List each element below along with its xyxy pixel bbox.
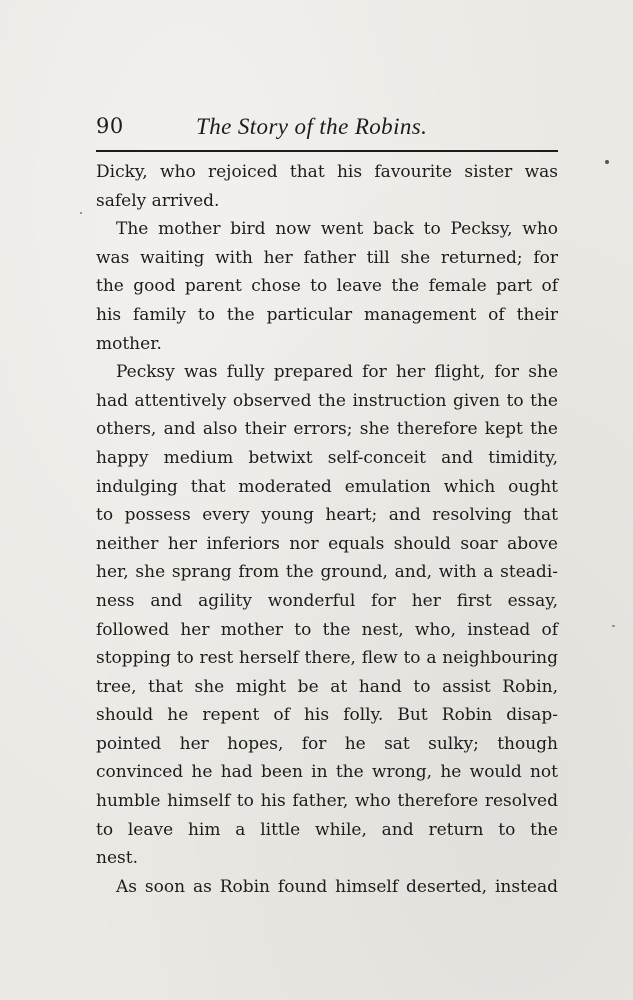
text-line: Dicky, who rejoiced that his favourite sister was — [96, 162, 558, 182]
text-line: followed her mother to the nest, who, instead of — [96, 619, 558, 640]
text-line: indulging that moderated emulation which ought — [96, 476, 558, 497]
text-line: was waiting with her father till she returned; for — [96, 247, 558, 268]
text-line: stopping to rest herself there, flew to a neighbouring — [96, 648, 558, 669]
paper-speck — [80, 212, 82, 214]
text-line: should he repent of his folly. But Robin disap- — [96, 705, 558, 726]
text-line: had attentively observed the instruction given to the — [96, 390, 558, 411]
text-line: his family to the particular management of their — [96, 304, 558, 325]
text-line: the good parent chose to leave the female part of — [96, 276, 558, 297]
text-line: As soon as Robin found himself deserted, instead — [116, 876, 558, 897]
page-number: 90 — [96, 114, 124, 138]
header-rule — [96, 150, 558, 152]
text-line: pointed her hopes, for he sat sulky; though — [96, 733, 558, 754]
text-line: convinced he had been in the wrong, he would not — [96, 762, 558, 783]
paper-speck — [605, 160, 609, 164]
text-line: nest. — [96, 848, 138, 869]
text-line: neither her inferiors nor equals should soar above — [96, 533, 558, 554]
text-line: The mother bird now went back to Pecksy, who — [116, 219, 558, 240]
text-line: safely arrived. — [96, 190, 220, 211]
text-line: others, and also their errors; she therefore kept the — [96, 419, 558, 440]
text-line: happy medium betwixt self-conceit and timidity, — [96, 447, 558, 468]
text-line: her, she sprang from the ground, and, with a steadi- — [96, 562, 558, 583]
text-line: tree, that she might be at hand to assist Robin, — [96, 676, 558, 697]
body-text — [96, 158, 558, 901]
paper-speck — [612, 625, 615, 627]
text-line: to leave him a little while, and return to the — [96, 819, 558, 840]
running-title: The Story of the Robins. — [196, 114, 428, 139]
text-line: to possess every young heart; and resolving that — [96, 505, 558, 526]
page-header — [96, 114, 558, 144]
text-line: Pecksy was fully prepared for her flight, for she — [116, 362, 558, 383]
text-line: ness and agility wonderful for her first essay, — [96, 590, 558, 611]
text-line: humble himself to his father, who therefore resolved — [96, 791, 558, 812]
text-line: mother. — [96, 333, 162, 354]
